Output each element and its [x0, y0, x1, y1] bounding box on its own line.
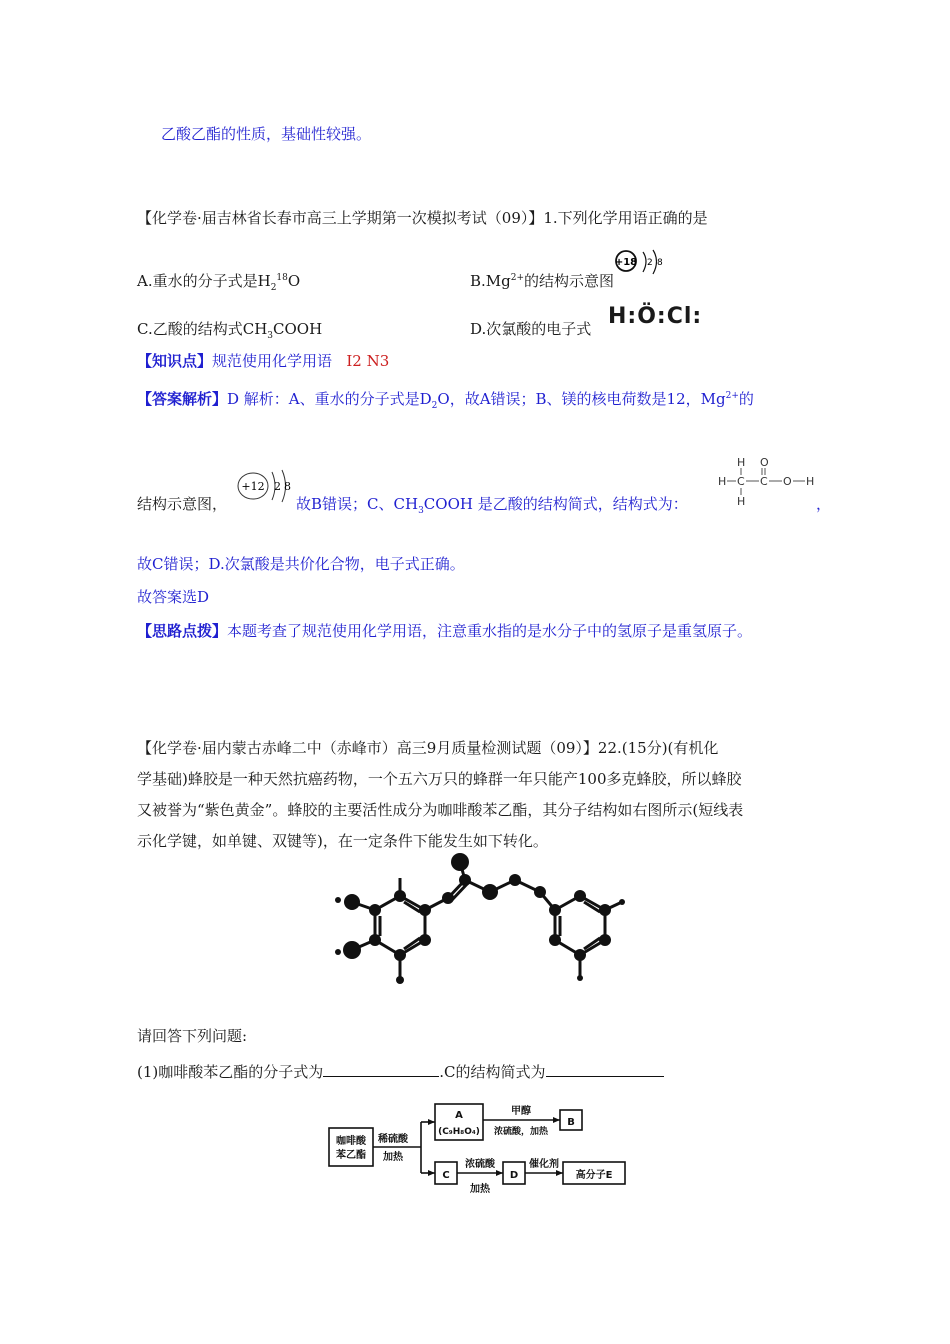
flow-cond-top: 稀硫酸 [378, 1134, 408, 1145]
acetic-acid-structure [714, 455, 824, 510]
acetic-h-left: H [718, 475, 727, 488]
knowledge-point: 【知识点】规范使用化学用语 I2 N3 [137, 352, 390, 370]
q1-option-d: D.次氯酸的电子式 [470, 320, 592, 338]
q2-line-3: 又被誉为“紫色黄金”。蜂胶的主要活性成分为咖啡酸苯乙酯，其分子结构如右图所示(短线表 [137, 801, 744, 819]
mg-shell-2: 8 [657, 258, 663, 268]
answer-line-1: 【答案解析】D 解析：A、重水的分子式是$D_2O$，故A错误；B、镁的核电荷数是12，$Mg^{2+}$的 [137, 390, 754, 411]
answer-blank-formula[interactable] [323, 1062, 439, 1077]
answer-blank-c-structure[interactable] [546, 1062, 664, 1077]
mg-shell-1: 2 [647, 258, 653, 268]
mg-nucleus-label: +18 [614, 257, 638, 268]
mg-atom-diagram [236, 466, 296, 506]
flow-node-b: B [567, 1117, 575, 1128]
answer-line-4: 故答案选D [137, 588, 210, 606]
flow-node-a: A [455, 1110, 463, 1121]
acetic-h-bottom: H [737, 495, 746, 508]
flow-start-line-1: 咖啡酸 [336, 1136, 366, 1147]
q2-line-1: 【化学卷·届内蒙古赤峰二中（赤峰市）高三9月质量检测试题（09）】22.(15分)(有机化 [137, 739, 719, 757]
flow-cd-top: 浓硫酸 [465, 1159, 495, 1170]
q1-option-b: $B.Mg^{2+}$的结构示意图 [470, 272, 615, 290]
flow-start-line-2: 苯乙酯 [336, 1150, 366, 1161]
mg-atom-shell-2: 8 [284, 480, 291, 493]
q1-header: 【化学卷·届吉林省长春市高三上学期第一次模拟考试（09）】1.下列化学用语正确的是 [137, 209, 708, 227]
flow-de-top: 催化剂 [529, 1159, 559, 1170]
flow-node-d: D [509, 1170, 519, 1181]
acetic-c2: C [760, 475, 768, 488]
conversion-flowchart [325, 1100, 635, 1200]
flow-ab-bottom: 浓硫酸，加热 [493, 1127, 549, 1137]
tip-line: 【思路点拨】本题考查了规范使用化学用语，注意重水指的是水分子中的氢原子是重氢原子。 [137, 622, 753, 640]
acetic-h-right: H [806, 475, 815, 488]
acetic-o-right: O [783, 475, 792, 488]
flow-cd-bottom: 加热 [470, 1184, 490, 1195]
caffeic-acid-phenethyl-ester-model [330, 860, 630, 1000]
q2-line-4: 示化学键，如单键、双键等)，在一定条件下能发生如下转化。 [137, 832, 548, 850]
flow-ab-top: 甲醇 [511, 1106, 531, 1117]
answer-line-2: 故B错误；C、$CH_3COOH$ 是乙酸的结构简式，结构式为： [296, 495, 688, 516]
mg-ion-diagram [614, 248, 666, 280]
flow-node-e: 高分子E [575, 1170, 613, 1181]
q2-line-2: 学基础)蜂胶是一种天然抗癌药物，一个五六万只的蜂群一年只能产100多克蜂胶，所以蜂胶 [137, 770, 742, 788]
intro-line: 乙酸乙酯的性质，基础性较强。 [161, 125, 372, 143]
flow-node-a-formula: (C₉H₈O₄) [438, 1127, 480, 1137]
q2-sub1: (1)咖啡酸苯乙酯的分子式为 .C的结构简式为 [137, 1061, 664, 1082]
q1-option-c: C.乙酸的结构式$CH_3COOH$ [137, 320, 323, 341]
answer-line-2-end: ， [816, 495, 832, 513]
q2-prompt: 请回答下列问题: [137, 1027, 248, 1045]
mg-atom-nucleus: +12 [241, 480, 265, 493]
q1-option-a: A.重水的分子式是$H_2^{18}O$ [137, 272, 301, 293]
acetic-h-top: H [737, 456, 746, 469]
acetic-o-top: O [760, 456, 769, 469]
mg-atom-shell-1: 2 [274, 480, 281, 493]
answer-line-3: 故C错误；D.次氯酸是共价化合物，电子式正确。 [137, 555, 465, 573]
answer-line-2-prefix: 结构示意图， [137, 495, 228, 513]
flow-cond-bottom: 加热 [383, 1152, 403, 1163]
flow-node-c: C [442, 1170, 450, 1181]
hclo-electron-formula: H:Ö:Cl: [608, 304, 703, 329]
acetic-c1: C [737, 475, 745, 488]
